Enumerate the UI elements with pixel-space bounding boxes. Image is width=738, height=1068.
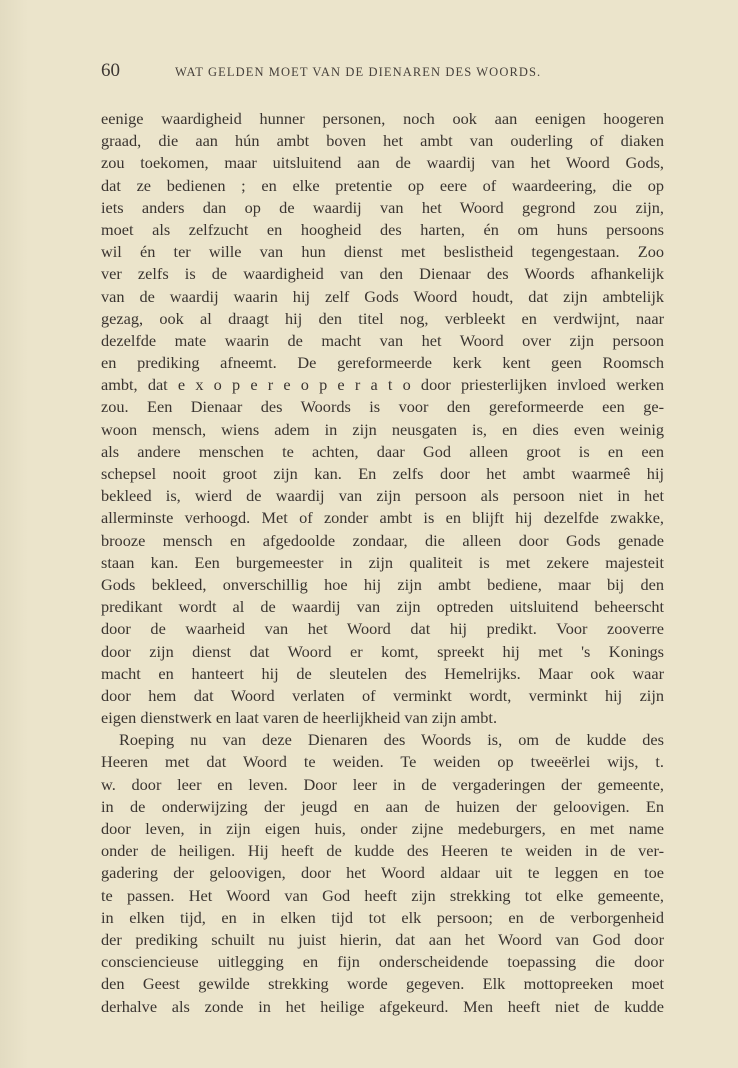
text-line: den Geest gewilde strekking worde gegeven. Elk mottopreeken moet	[101, 974, 664, 994]
text-line: brooze mensch en afgedoolde zondaar, die alleen door Gods genade	[101, 530, 664, 550]
text-line: w. door leer en leven. Door leer in de vergaderingen der gemeente,	[101, 774, 664, 794]
text-line: allerminste verhoogd. Met of zonder ambt is en blijft hij dezelfde zwakke,	[101, 508, 664, 528]
text-line: eenige waardigheid hunner personen, noch ook aan eenigen hoogeren	[101, 109, 664, 128]
text-line: Heeren met dat Woord te weiden. Te weiden op tweeërlei wijs, t.	[101, 752, 664, 772]
text-line: onder de heiligen. Hij heeft de kudde des Heeren te weiden in de ver-	[101, 841, 664, 861]
text-line: wil én ter wille van hun dienst met beslistheid tegengestaan. Zoo	[101, 242, 664, 262]
text-line: in de onderwijzing der jeugd en aan de huizen der geloovigen. En	[101, 796, 664, 816]
text-line: graad, die aan hún ambt boven het ambt van ouderling of diaken	[101, 131, 664, 151]
text-line: macht en hanteert hij de sleutelen des Hemelrijks. Maar ook waar	[101, 663, 664, 683]
text-line: staan kan. Een burgemeester in zijn qualiteit is met zekere majesteit	[101, 552, 664, 572]
page-header	[101, 60, 661, 84]
text-line: te passen. Het Woord van God heeft zijn strekking tot elke gemeente,	[101, 885, 664, 905]
page-gutter-shadow	[0, 0, 28, 1068]
text-line: iets anders dan op de waardij van het Woord gegrond zou zijn,	[101, 197, 664, 217]
text-line: eigen dienstwerk en laat varen de heerlijkheid van zijn ambt.	[101, 708, 498, 728]
text-line: gezag, ook al draagt hij den titel nog, verbleekt en verdwijnt, naar	[101, 308, 664, 328]
text-line: predikant wordt al de waardij van zijn optreden uitsluitend beheerscht	[101, 597, 664, 617]
text-line: van de waardij waarin hij zelf Gods Woord houdt, dat zijn ambtelijk	[101, 286, 664, 306]
text-line: Gods bekleed, onverschillig hoe hij zijn ambt bediene, maar bij den	[101, 574, 664, 594]
text-line: door de waarheid van het Woord dat hij predikt. Voor zooverre	[101, 619, 664, 639]
text-line: der prediking schuilt nu juist hierin, dat aan het Woord van God door	[101, 929, 664, 949]
text-line: consciencieuse uitlegging en fijn onderscheidende toepassing die door	[101, 952, 664, 972]
text-line: derhalve als zonde in het heilige afgekeurd. Men heeft niet de kudde	[101, 996, 664, 1016]
body-text	[101, 108, 664, 1018]
text-line: door zijn dienst dat Woord er komt, spreekt hij met 's Konings	[101, 641, 664, 661]
text-line: woon mensch, wiens adem in zijn neusgaten is, en dies even weinig	[101, 419, 664, 439]
text-line: zou toekomen, maar uitsluitend aan de waardij van het Woord Gods,	[101, 153, 664, 173]
text-line: in elken tijd, en in elken tijd tot elk persoon; en de verborgenheid	[101, 907, 664, 927]
text-line: als andere menschen te achten, daar God alleen groot is en een	[101, 441, 664, 461]
text-line: door leven, in zijn eigen huis, onder zijne medeburgers, en met name	[101, 819, 664, 838]
text-line: schepsel nooit groot zijn kan. En zelfs door het ambt waarmeê hij	[101, 464, 664, 483]
text-line: ver zelfs is de waardigheid van den Dienaar des Woords afhankelijk	[101, 264, 664, 284]
text-line: moet als zelfzucht en hoogheid des harten, én om huns persoons	[101, 219, 664, 239]
text-line: dat ze bedienen ; en elke pretentie op eere of waardeering, die op	[101, 175, 664, 195]
text-line: door hem dat Woord verlaten of verminkt wordt, verminkt hij zijn	[101, 685, 664, 705]
text-line: dezelfde mate waarin de macht van het Woord over zijn persoon	[101, 330, 664, 350]
running-title: WAT GELDEN MOET VAN DE DIENAREN DES WOORDS.	[175, 65, 542, 79]
text-line: en prediking afneemt. De gereformeerde kerk kent geen Roomsch	[101, 353, 664, 373]
page-number: 60	[101, 60, 120, 81]
text-line: zou. Een Dienaar des Woords is voor den gereformeerde een ge-	[101, 397, 664, 417]
text-line: gadering der geloovigen, door het Woord aldaar uit te leggen en toe	[101, 863, 664, 883]
text-line: ambt, dat e x o p e r e o p e r a t o door priesterlijken invloed werken	[101, 375, 664, 395]
text-line: bekleed is, wierd de waardij van zijn persoon als persoon niet in het	[101, 486, 664, 506]
text-line-paragraph-start: Roeping nu van deze Dienaren des Woords is, om de kudde des	[119, 730, 664, 750]
